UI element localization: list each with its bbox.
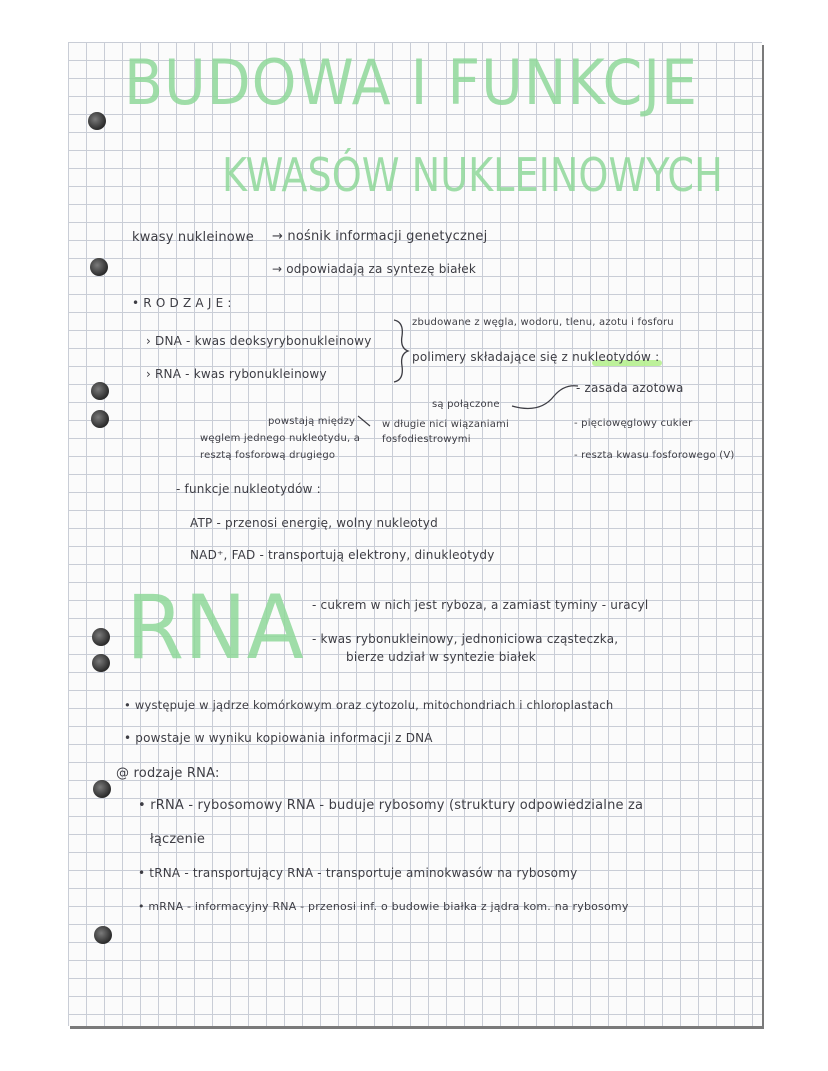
- page-title-line1: BUDOWA I FUNKCJE: [124, 46, 699, 119]
- rna-heading: RNA: [126, 576, 304, 679]
- rna-type-t: • tRNA - transportujący RNA - transportuje aminokwasów na rybosomy: [138, 866, 578, 880]
- type-rna: › RNA - kwas rybonukleinowy: [146, 367, 327, 381]
- types-heading: • R O D Z A J E :: [132, 296, 232, 310]
- binder-hole-icon: [88, 112, 106, 130]
- slash-arrow-icon: [356, 414, 372, 428]
- types-link: w długie nici wiązaniami fosfodiestrowymi: [382, 419, 509, 445]
- functions-heading: - funkcje nukleotydów :: [176, 482, 321, 496]
- binder-hole-icon: [90, 258, 108, 276]
- rna-type-r-cont: łączenie: [150, 832, 206, 847]
- types-joined: są połączone: [432, 399, 500, 410]
- nucleotide-part-3: - reszta kwasu fosforowego (V): [574, 450, 735, 461]
- rna-note-3: bierze udział w syntezie białek: [346, 650, 536, 664]
- page-title-line2: KWASÓW NUKLEINOWYCH: [222, 148, 723, 202]
- binder-hole-icon: [92, 654, 110, 672]
- curly-brace-icon: [390, 318, 410, 384]
- types-desc-2: polimery składające się z nukleotydów :: [412, 350, 660, 364]
- nucleotide-part-1: - zasada azotowa: [576, 381, 684, 395]
- binder-hole-icon: [93, 780, 111, 798]
- rna-bullet-1: • występuje w jądrze komórkowym oraz cytozolu, mitochondriach i chloroplastach: [124, 698, 614, 712]
- function-atp: ATP - przenosi energię, wolny nukleotyd: [190, 516, 438, 530]
- rna-type-r: • rRNA - rybosomowy RNA - buduje rybosomy (struktury odpowiedzialne za: [138, 798, 644, 813]
- types-between-1: powstają między: [268, 416, 356, 427]
- types-desc-1: zbudowane z węgla, wodoru, tlenu, azotu i fosforu: [412, 317, 674, 328]
- function-nad: NAD⁺, FAD - transportują elektrony, dinukleotydy: [190, 548, 495, 562]
- binder-hole-icon: [92, 628, 110, 646]
- rna-types-heading: @ rodzaje RNA:: [116, 766, 220, 781]
- rna-type-m: • mRNA - informacyjny RNA - przenosi inf. o budowie białka z jądra kom. na rybosomy: [138, 900, 629, 913]
- nucleotide-part-2: - pięciowęglowy cukier: [574, 418, 693, 429]
- rna-note-1: - cukrem w nich jest ryboza, a zamiast tyminy - uracyl: [312, 598, 649, 612]
- binder-hole-icon: [94, 926, 112, 944]
- connector-curve-icon: [510, 380, 580, 416]
- binder-hole-icon: [91, 382, 109, 400]
- intro-arrow-1: → nośnik informacji genetycznej: [272, 229, 488, 244]
- binder-hole-icon: [91, 410, 109, 428]
- types-between-2: węglem jednego nukleotydu, a: [200, 433, 361, 444]
- types-between-3: resztą fosforową drugiego: [200, 450, 336, 461]
- intro-subject: kwasy nukleinowe: [132, 230, 254, 245]
- type-dna: › DNA - kwas deoksyrybonukleinowy: [146, 334, 372, 348]
- rna-note-2: - kwas rybonukleinowy, jednoniciowa cząsteczka,: [312, 632, 619, 646]
- intro-arrow-2: → odpowiadają za syntezę białek: [272, 262, 477, 276]
- rna-bullet-2: • powstaje w wyniku kopiowania informacji z DNA: [124, 731, 433, 745]
